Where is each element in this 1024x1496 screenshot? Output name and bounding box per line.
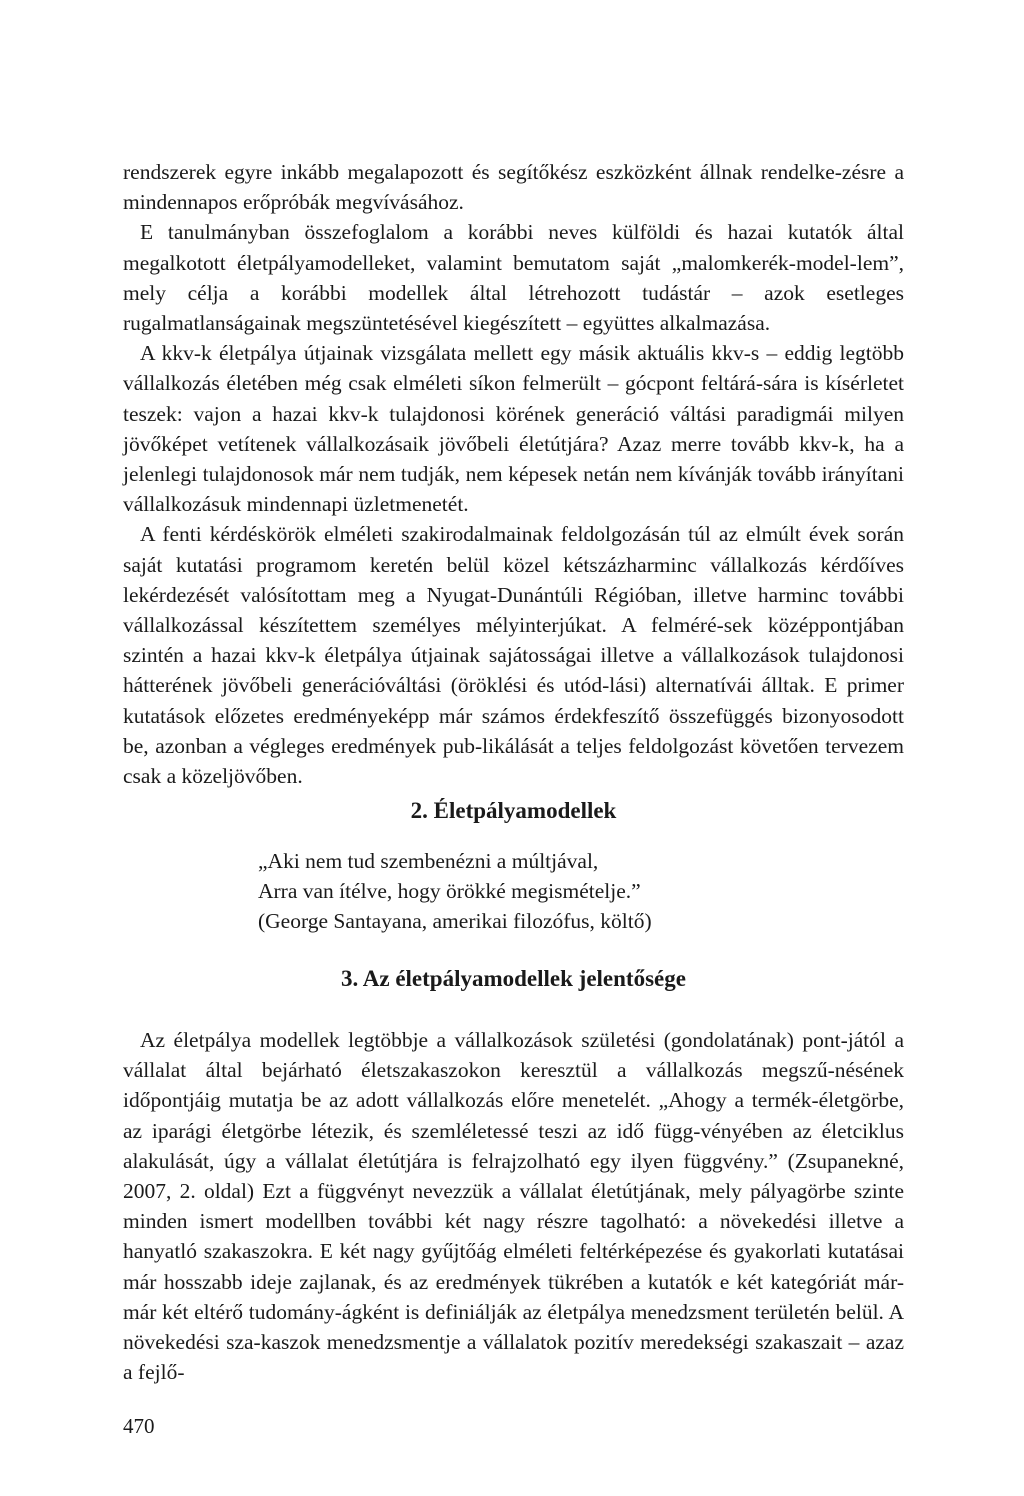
quote-line-1: „Aki nem tud szembenézni a múltjával, xyxy=(258,849,599,873)
paragraph-continuation: rendszerek egyre inkább megalapozott és segítőkész eszközként állnak rendelke-zésre a mindennapos erőpróbák megvívásához. xyxy=(123,160,904,215)
paragraph-generation-change: A kkv-k életpálya útjainak vizsgálata mellett egy másik aktuális kkv-s – eddig legtöbb vállalkozás életében még csak elméleti síkon felmerült – gócpont feltárá-sára is kísérletet teszek: vajon a hazai kkv-k tulajdonosi körének generáció váltási paradigmái milyen jövőképet vetítenek vállalkozásaik jövőbeli életútjára? Azaz merre tovább kkv-k, ha a jelenlegi tulajdonosok már nem tudják, nem képesek netán nem kívánják tovább irányítani vállalkozásuk mindennapi üzletmenetét. xyxy=(123,341,904,517)
quote-line-2: Arra van ítélve, hogy örökké megismételje.” xyxy=(258,879,641,903)
paragraph-study-overview: E tanulmányban összefoglalom a korábbi neves külföldi és hazai kutatók által megalkotott életpályamodelleket, valamint bemutatom saját „malomkerék-model-lem”, mely célja a korábbi modellek által létrehozott tudástár – azok esetleges rugalmatlanságainak megszüntetésével kiegészített – együttes alkalmazása. xyxy=(123,220,904,336)
epigraph-quote xyxy=(258,846,652,936)
section-heading-2: 2. Életpályamodellek xyxy=(410,798,617,823)
section-3-text-block xyxy=(123,1025,904,1387)
section-heading-3: 3. Az életpályamodellek jelentősége xyxy=(341,966,686,991)
intro-text-block xyxy=(123,157,904,791)
paragraph-research-program: A fenti kérdéskörök elméleti szakirodalmainak feldolgozásán túl az elmúlt évek során saját kutatási programom keretén belül közel kétszázharminc vállalkozás kérdőíves lekérdezését valósítottam meg a Nyugat-Dunántúli Régióban, illetve harminc további vállalkozással készítettem személyes mélyinterjúkat. A felméré-sek középpontjában szintén a hazai kkv-k életpálya útjainak sajátosságai illetve a vállalkozások tulajdonosi hátterének jövőbeli generációváltási (öröklési és utód-lási) alternatívái álltak. E primer kutatások előzetes eredményeképp már számos érdekfeszítő összefüggés bizonyosodott be, azonban a végleges eredmények pub-likálását a teljes feldolgozást követően tervezem csak a közeljövőben. xyxy=(123,522,904,789)
paragraph-lifecycle-models: Az életpálya modellek legtöbbje a vállalkozások születési (gondolatának) pont-jától a vállalat által bejárható életszakaszokon keresztül a vállalkozás megszű-nésének időpontjáig mutatja be az adott vállalkozás előre menetelét. „Ahogy a termék-életgörbe, az iparági életgörbe létezik, és szemléletessé teszi az idő függ-vényében az életciklus alakulását, úgy a vállalat életútjára is felrajzolható egy ilyen függvény.” (Zsupanekné, 2007, 2. oldal) Ezt a függvényt nevezzük a vállalat életútjának, mely pályagörbe szinte minden ismert modellben további két nagy részre tagolható: a növekedési illetve a hanyatló szakaszokra. E két nagy gyűjtőág elméleti feltérképezése és gyakorlati kutatásai már hosszabb ideje zajlanak, és az eredmények tükrében a kutatók e két kategóriát már-már két eltérő tudomány-ágként is definiálják az életpálya menedzsment területén belül. A növekedési sza-kaszok menedzsmentje a vállalatok pozitív meredekségi szakaszait – azaz a fejlő- xyxy=(123,1028,904,1385)
quote-attribution: (George Santayana, amerikai filozófus, költő) xyxy=(258,909,652,933)
page-number: 470 xyxy=(123,1414,155,1438)
